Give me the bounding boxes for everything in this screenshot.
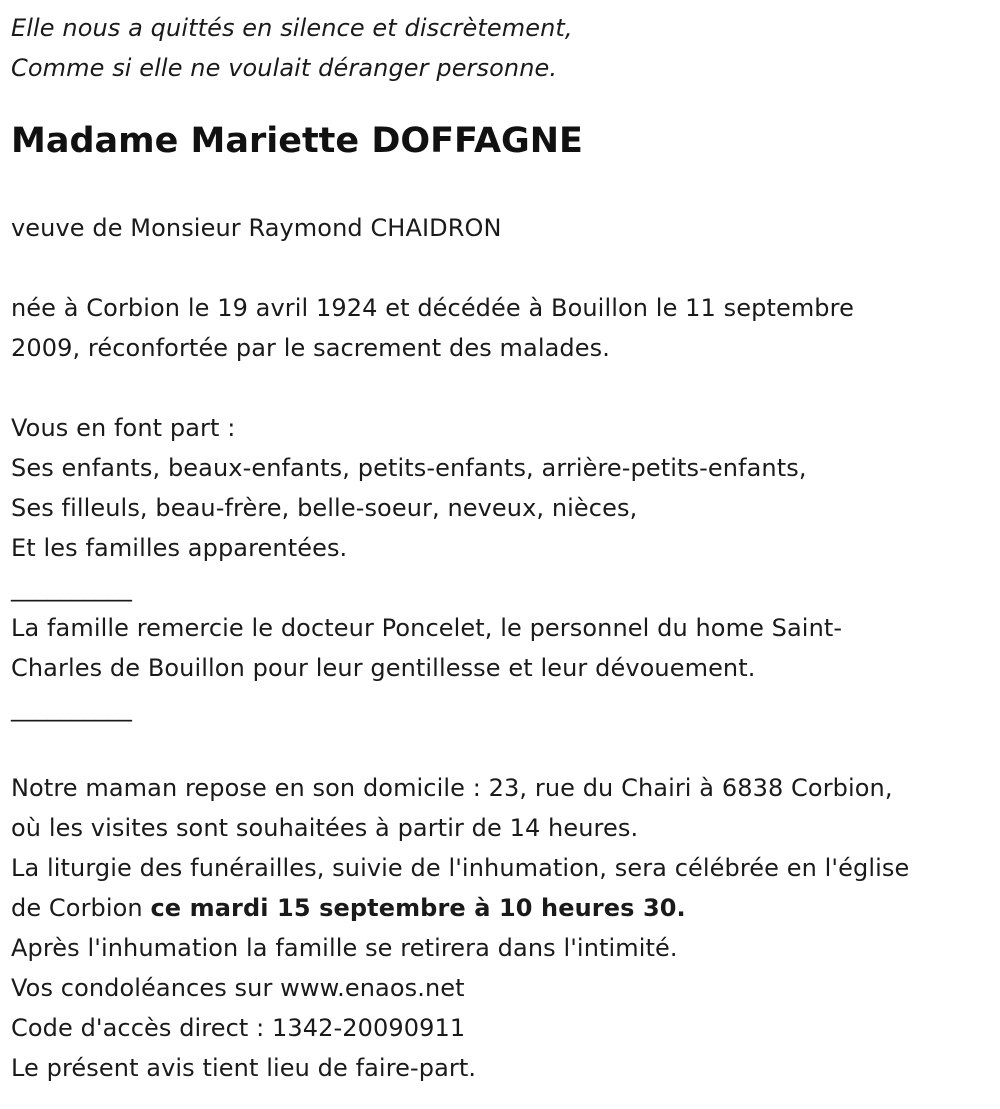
separator-1: __________ xyxy=(11,574,132,602)
epigraph-line-2: Comme si elle ne voulait déranger personne. xyxy=(11,54,558,82)
announcement-line-1: Ses enfants, beaux-enfants, petits-enfants, arrière-petits-enfants, xyxy=(11,454,807,482)
birth-death-line-2: 2009, réconfortée par le sacrement des malades. xyxy=(11,334,610,362)
deceased-name-title: Madame Mariette DOFFAGNE xyxy=(11,121,583,161)
details-line-5: Après l'inhumation la famille se retirera dans l'intimité. xyxy=(11,934,678,962)
details-line-4 xyxy=(11,888,1000,928)
announcement-intro: Vous en font part : xyxy=(11,414,236,442)
funeral-date-time: ce mardi 15 septembre à 10 heures 30. xyxy=(150,894,686,922)
announcement-line-2: Ses filleuls, beau-frère, belle-soeur, neveux, nièces, xyxy=(11,494,638,522)
details-line-3: La liturgie des funérailles, suivie de l'inhumation, sera célébrée en l'église xyxy=(11,854,910,882)
separator-2: __________ xyxy=(11,694,132,722)
spouse-line: veuve de Monsieur Raymond CHAIDRON xyxy=(11,214,502,242)
birth-death-line-1: née à Corbion le 19 avril 1924 et décédée à Bouillon le 11 septembre xyxy=(11,294,854,322)
epigraph-line-1: Elle nous a quittés en silence et discrètement, xyxy=(11,14,573,42)
details-line-1: Notre maman repose en son domicile : 23, rue du Chairi à 6838 Corbion, xyxy=(11,774,893,802)
details-line-4-prefix: de Corbion xyxy=(11,894,151,922)
details-line-2: où les visites sont souhaitées à partir de 14 heures. xyxy=(11,814,639,842)
thanks-line-1: La famille remercie le docteur Poncelet, le personnel du home Saint- xyxy=(11,614,843,642)
details-line-6: Vos condoléances sur www.enaos.net xyxy=(11,974,465,1002)
details-line-7: Code d'accès direct : 1342-20090911 xyxy=(11,1014,466,1042)
details-line-8: Le présent avis tient lieu de faire-part. xyxy=(11,1054,477,1082)
thanks-line-2: Charles de Bouillon pour leur gentillesse et leur dévouement. xyxy=(11,654,756,682)
announcement-line-3: Et les familles apparentées. xyxy=(11,534,348,562)
